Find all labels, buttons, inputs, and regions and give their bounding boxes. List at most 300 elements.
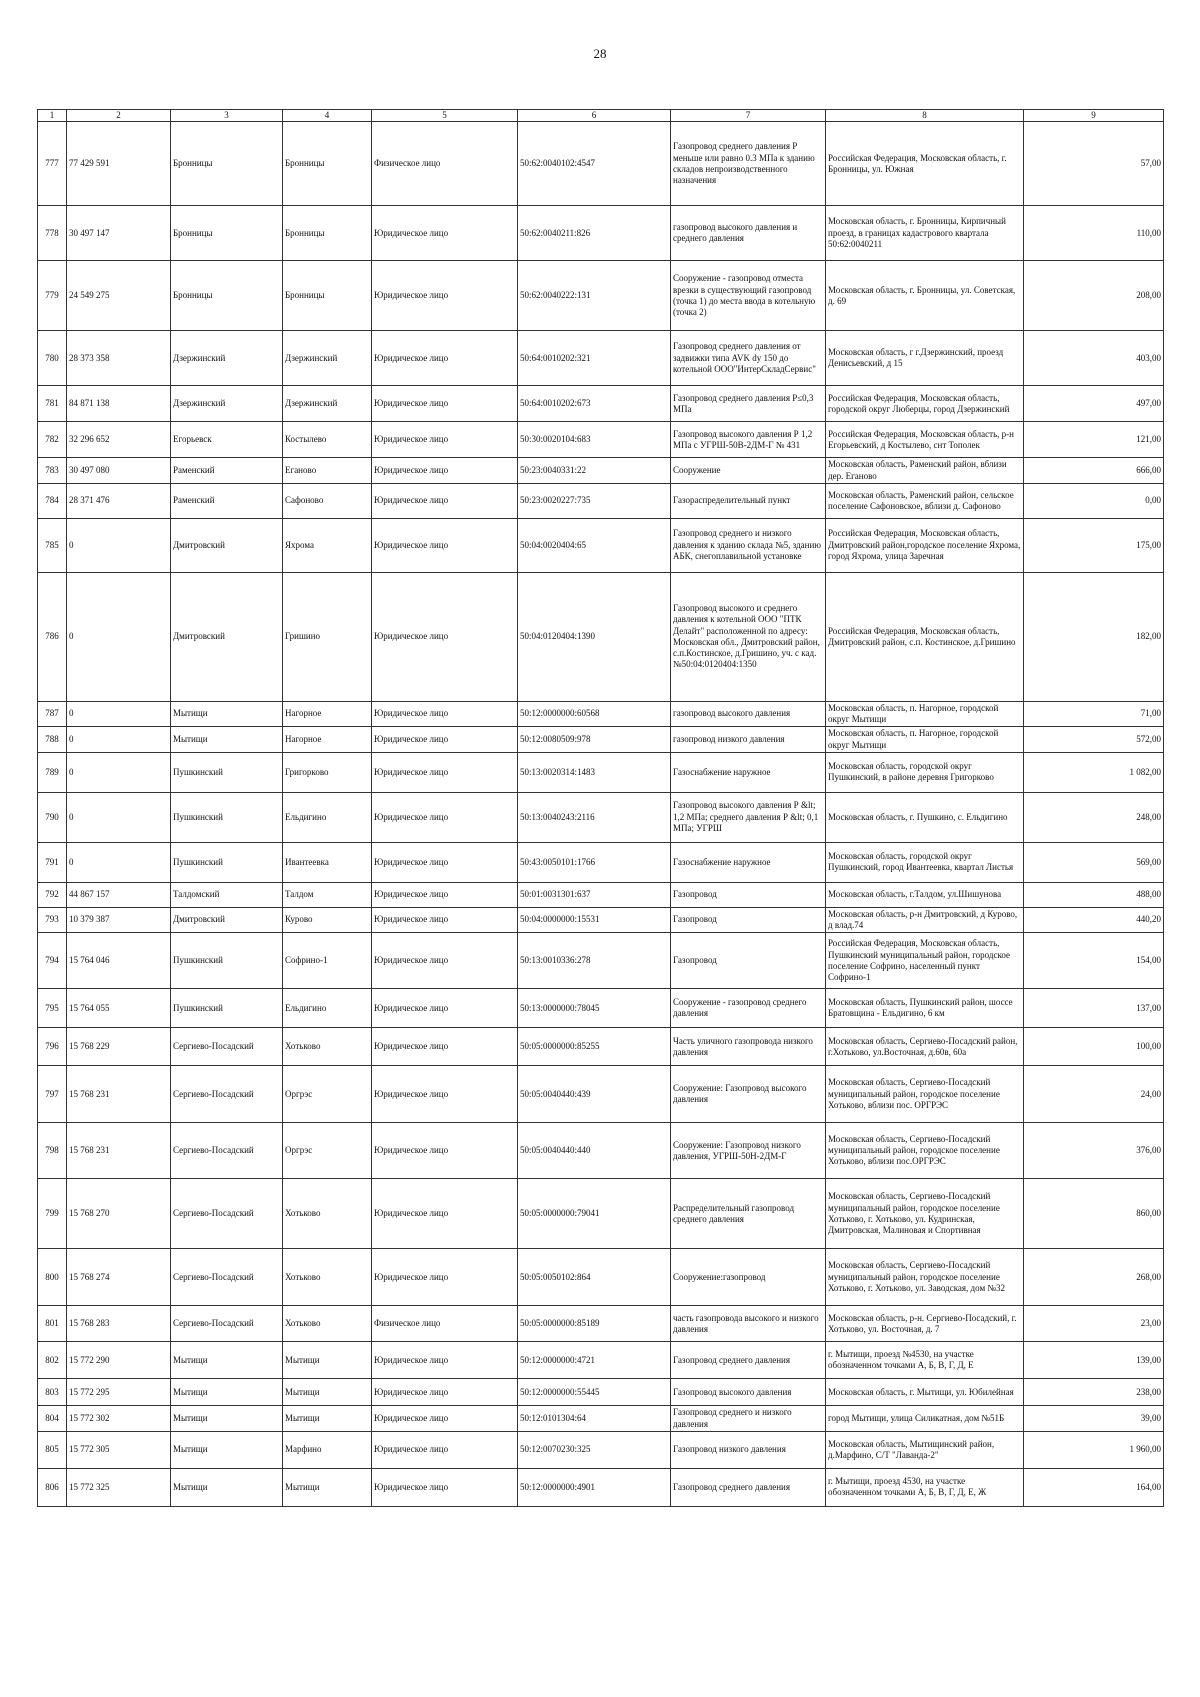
- object-id-cell: 15 764 055: [67, 989, 171, 1028]
- table-row: [38, 1342, 1164, 1379]
- district-cell: Бронницы: [171, 206, 283, 261]
- value-cell: 208,00: [1024, 261, 1164, 331]
- locality-cell: Оргрэс: [283, 1123, 372, 1179]
- row-number-cell: 794: [38, 933, 67, 989]
- owner-type-cell: Юридическое лицо: [372, 989, 518, 1028]
- table-row: [38, 1179, 1164, 1249]
- row-number-cell: 778: [38, 206, 67, 261]
- table-row: [38, 701, 1164, 727]
- locality-cell: Еганово: [283, 458, 372, 484]
- table-body: [38, 122, 1164, 1507]
- district-cell: Егорьевск: [171, 422, 283, 458]
- address-cell: Московская область, Сергиево-Посадский муниципальный район, городское поселение Хотьково, г. Хотьково, ул. Заводская, дом №32: [826, 1249, 1024, 1306]
- district-cell: Мытищи: [171, 1406, 283, 1432]
- column-header: 1: [38, 110, 67, 122]
- address-cell: Московская область, г. Бронницы, ул. Советская, д. 69: [826, 261, 1024, 331]
- row-number-cell: 788: [38, 727, 67, 753]
- row-number-cell: 785: [38, 518, 67, 572]
- district-cell: Раменский: [171, 483, 283, 518]
- register-table: [37, 109, 1164, 1507]
- district-cell: Сергиево-Посадский: [171, 1066, 283, 1123]
- object-description-cell: Газораспределительный пункт: [671, 483, 826, 518]
- object-description-cell: газопровод низкого давления: [671, 727, 826, 753]
- locality-cell: Бронницы: [283, 122, 372, 206]
- object-description-cell: Газопровод среднего давления Р≤0,3 МПа: [671, 386, 826, 422]
- object-id-cell: 15 768 231: [67, 1066, 171, 1123]
- locality-cell: Бронницы: [283, 206, 372, 261]
- row-number-cell: 780: [38, 331, 67, 386]
- locality-cell: Дзержинский: [283, 331, 372, 386]
- locality-cell: Софрино-1: [283, 933, 372, 989]
- column-header: 3: [171, 110, 283, 122]
- table-row: [38, 1123, 1164, 1179]
- owner-type-cell: Юридическое лицо: [372, 1342, 518, 1379]
- owner-type-cell: Юридическое лицо: [372, 1066, 518, 1123]
- owner-type-cell: Юридическое лицо: [372, 701, 518, 727]
- address-cell: Российская Федерация, Московская область, р-н Егорьевский, д Костылево, снт Тополек: [826, 422, 1024, 458]
- value-cell: 23,00: [1024, 1306, 1164, 1342]
- table-row: [38, 1249, 1164, 1306]
- address-cell: Российская Федерация, Московская область, Дмитровский район,городское поселение Яхрома, город Яхрома, улица Заречная: [826, 518, 1024, 572]
- row-number-cell: 803: [38, 1379, 67, 1406]
- locality-cell: Нагорное: [283, 701, 372, 727]
- value-cell: 121,00: [1024, 422, 1164, 458]
- row-number-cell: 787: [38, 701, 67, 727]
- value-cell: 139,00: [1024, 1342, 1164, 1379]
- table-row: [38, 933, 1164, 989]
- table-row: [38, 1028, 1164, 1066]
- value-cell: 110,00: [1024, 206, 1164, 261]
- object-id-cell: 28 371 476: [67, 483, 171, 518]
- district-cell: Дмитровский: [171, 907, 283, 933]
- owner-type-cell: Физическое лицо: [372, 1306, 518, 1342]
- district-cell: Сергиево-Посадский: [171, 1306, 283, 1342]
- cadastral-number-cell: 50:13:0040243:2116: [518, 792, 671, 842]
- object-description-cell: Газоснабжение наружное: [671, 842, 826, 882]
- object-id-cell: 28 373 358: [67, 331, 171, 386]
- table-row: [38, 727, 1164, 753]
- row-number-cell: 799: [38, 1179, 67, 1249]
- column-header: 6: [518, 110, 671, 122]
- object-id-cell: 0: [67, 572, 171, 701]
- cadastral-number-cell: 50:05:0050102:864: [518, 1249, 671, 1306]
- object-description-cell: Газопровод высокого давления Р &lt; 1,2 МПа; среднего давления Р &lt; 0,1 МПа; УГРШ: [671, 792, 826, 842]
- address-cell: Московская область, Раменский район, вблизи дер. Еганово: [826, 458, 1024, 484]
- owner-type-cell: Юридическое лицо: [372, 483, 518, 518]
- address-cell: Российская Федерация, Московская область, городской округ Люберцы, город Дзержинский: [826, 386, 1024, 422]
- owner-type-cell: Юридическое лицо: [372, 1179, 518, 1249]
- owner-type-cell: Юридическое лицо: [372, 792, 518, 842]
- address-cell: Московская область, р-н Дмитровский, д Курово, д влад.74: [826, 907, 1024, 933]
- row-number-cell: 782: [38, 422, 67, 458]
- district-cell: Сергиево-Посадский: [171, 1249, 283, 1306]
- object-description-cell: Газопровод среднего и низкого давления к зданию склада №5, зданию АБК, снегоплавильной установке: [671, 518, 826, 572]
- value-cell: 164,00: [1024, 1468, 1164, 1506]
- address-cell: Московская область, Мытищинский район, д.Марфино, С/Т "Лаванда-2": [826, 1431, 1024, 1468]
- value-cell: 497,00: [1024, 386, 1164, 422]
- owner-type-cell: Юридическое лицо: [372, 1431, 518, 1468]
- object-description-cell: часть газопровода высокого и низкого давления: [671, 1306, 826, 1342]
- value-cell: 666,00: [1024, 458, 1164, 484]
- district-cell: Пушкинский: [171, 792, 283, 842]
- page-number: 28: [593, 46, 607, 61]
- object-id-cell: 0: [67, 701, 171, 727]
- cadastral-number-cell: 50:30:0020104:683: [518, 422, 671, 458]
- object-description-cell: Сооружение: [671, 458, 826, 484]
- object-description-cell: газопровод высокого давления и среднего давления: [671, 206, 826, 261]
- address-cell: Московская область, р-н. Сергиево-Посадский, г. Хотьково, ул. Восточная, д. 7: [826, 1306, 1024, 1342]
- locality-cell: Григорково: [283, 752, 372, 792]
- owner-type-cell: Юридическое лицо: [372, 882, 518, 907]
- value-cell: 572,00: [1024, 727, 1164, 753]
- row-number-cell: 800: [38, 1249, 67, 1306]
- row-number-cell: 781: [38, 386, 67, 422]
- address-cell: город Мытищи, улица Силикатная, дом №51Б: [826, 1406, 1024, 1432]
- value-cell: 488,00: [1024, 882, 1164, 907]
- owner-type-cell: Юридическое лицо: [372, 386, 518, 422]
- cadastral-number-cell: 50:12:0101304:64: [518, 1406, 671, 1432]
- column-header: 4: [283, 110, 372, 122]
- row-number-cell: 793: [38, 907, 67, 933]
- cadastral-number-cell: 50:23:0040331:22: [518, 458, 671, 484]
- value-cell: 154,00: [1024, 933, 1164, 989]
- cadastral-number-cell: 50:23:0020227:735: [518, 483, 671, 518]
- object-description-cell: Газоснабжение наружное: [671, 752, 826, 792]
- object-description-cell: газопровод высокого давления: [671, 701, 826, 727]
- object-id-cell: 15 772 302: [67, 1406, 171, 1432]
- table-row: [38, 907, 1164, 933]
- row-number-cell: 804: [38, 1406, 67, 1432]
- locality-cell: Талдом: [283, 882, 372, 907]
- district-cell: Дзержинский: [171, 386, 283, 422]
- cadastral-number-cell: 50:05:0000000:79041: [518, 1179, 671, 1249]
- row-number-cell: 790: [38, 792, 67, 842]
- object-id-cell: 15 768 229: [67, 1028, 171, 1066]
- object-id-cell: 15 772 290: [67, 1342, 171, 1379]
- table-row: [38, 882, 1164, 907]
- table-row: [38, 1431, 1164, 1468]
- table-row: [38, 386, 1164, 422]
- district-cell: Пушкинский: [171, 752, 283, 792]
- object-description-cell: Сооружение: Газопровод низкого давления, УГРШ-50Н-2ДМ-Г: [671, 1123, 826, 1179]
- value-cell: 137,00: [1024, 989, 1164, 1028]
- district-cell: Мытищи: [171, 1342, 283, 1379]
- object-id-cell: 30 497 147: [67, 206, 171, 261]
- owner-type-cell: Юридическое лицо: [372, 572, 518, 701]
- object-description-cell: Газопровод: [671, 882, 826, 907]
- owner-type-cell: Юридическое лицо: [372, 933, 518, 989]
- row-number-cell: 798: [38, 1123, 67, 1179]
- row-number-cell: 779: [38, 261, 67, 331]
- object-description-cell: Газопровод среднего давления: [671, 1468, 826, 1506]
- district-cell: Мытищи: [171, 1379, 283, 1406]
- column-header: 8: [826, 110, 1024, 122]
- address-cell: Российская Федерация, Московская область, Дмитровский район, с.п. Костинское, д.Гришино: [826, 572, 1024, 701]
- object-description-cell: Газопровод: [671, 907, 826, 933]
- value-cell: 403,00: [1024, 331, 1164, 386]
- object-id-cell: 10 379 387: [67, 907, 171, 933]
- locality-cell: Сафоново: [283, 483, 372, 518]
- table-row: [38, 989, 1164, 1028]
- cadastral-number-cell: 50:13:0020314:1483: [518, 752, 671, 792]
- cadastral-number-cell: 50:64:0010202:321: [518, 331, 671, 386]
- value-cell: 1 960,00: [1024, 1431, 1164, 1468]
- district-cell: Бронницы: [171, 122, 283, 206]
- cadastral-number-cell: 50:04:0020404:65: [518, 518, 671, 572]
- column-header: 7: [671, 110, 826, 122]
- locality-cell: Ивантеевка: [283, 842, 372, 882]
- object-id-cell: 15 768 274: [67, 1249, 171, 1306]
- locality-cell: Мытищи: [283, 1468, 372, 1506]
- district-cell: Дзержинский: [171, 331, 283, 386]
- cadastral-number-cell: 50:13:0010336:278: [518, 933, 671, 989]
- district-cell: Бронницы: [171, 261, 283, 331]
- object-id-cell: 15 768 283: [67, 1306, 171, 1342]
- object-description-cell: Распределительный газопровод среднего давления: [671, 1179, 826, 1249]
- row-number-cell: 791: [38, 842, 67, 882]
- locality-cell: Мытищи: [283, 1342, 372, 1379]
- value-cell: 569,00: [1024, 842, 1164, 882]
- cadastral-number-cell: 50:12:0000000:4901: [518, 1468, 671, 1506]
- address-cell: г. Мытищи, проезд №4530, на участке обозначенном точками А, Б, В, Г, Д, Е: [826, 1342, 1024, 1379]
- value-cell: 71,00: [1024, 701, 1164, 727]
- row-number-cell: 792: [38, 882, 67, 907]
- object-id-cell: 44 867 157: [67, 882, 171, 907]
- object-description-cell: Газопровод среднего давления Р меньше или равно 0.3 МПа к зданию складов непроизводственного назначения: [671, 122, 826, 206]
- owner-type-cell: Юридическое лицо: [372, 261, 518, 331]
- object-id-cell: 84 871 138: [67, 386, 171, 422]
- cadastral-number-cell: 50:62:0040211:826: [518, 206, 671, 261]
- cadastral-number-cell: 50:01:0031301:637: [518, 882, 671, 907]
- locality-cell: Гришино: [283, 572, 372, 701]
- address-cell: Московская область, п. Нагорное, городской округ Мытищи: [826, 701, 1024, 727]
- address-cell: Московская область, Раменский район, сельское поселение Сафоновское, вблизи д. Сафоново: [826, 483, 1024, 518]
- table-row: [38, 331, 1164, 386]
- table-row: [38, 1468, 1164, 1506]
- value-cell: 24,00: [1024, 1066, 1164, 1123]
- owner-type-cell: Юридическое лицо: [372, 518, 518, 572]
- address-cell: Московская область, г. Мытищи, ул. Юбилейная: [826, 1379, 1024, 1406]
- locality-cell: Яхрома: [283, 518, 372, 572]
- address-cell: Московская область, п. Нагорное, городской округ Мытищи: [826, 727, 1024, 753]
- row-number-cell: 777: [38, 122, 67, 206]
- table-row: [38, 572, 1164, 701]
- object-description-cell: Газопровод высокого давления: [671, 1379, 826, 1406]
- district-cell: Пушкинский: [171, 933, 283, 989]
- locality-cell: Ельдигино: [283, 792, 372, 842]
- table-row: [38, 261, 1164, 331]
- table-row: [38, 842, 1164, 882]
- district-cell: Пушкинский: [171, 842, 283, 882]
- cadastral-number-cell: 50:43:0050101:1766: [518, 842, 671, 882]
- table-row: [38, 206, 1164, 261]
- column-header: 5: [372, 110, 518, 122]
- table-row: [38, 122, 1164, 206]
- district-cell: Сергиево-Посадский: [171, 1179, 283, 1249]
- locality-cell: Мытищи: [283, 1379, 372, 1406]
- district-cell: Мытищи: [171, 1431, 283, 1468]
- cadastral-number-cell: 50:13:0000000:78045: [518, 989, 671, 1028]
- row-number-cell: 805: [38, 1431, 67, 1468]
- locality-cell: Хотьково: [283, 1306, 372, 1342]
- owner-type-cell: Юридическое лицо: [372, 1379, 518, 1406]
- object-id-cell: 0: [67, 518, 171, 572]
- owner-type-cell: Физическое лицо: [372, 122, 518, 206]
- locality-cell: Дзержинский: [283, 386, 372, 422]
- owner-type-cell: Юридическое лицо: [372, 458, 518, 484]
- value-cell: 100,00: [1024, 1028, 1164, 1066]
- object-id-cell: 0: [67, 752, 171, 792]
- owner-type-cell: Юридическое лицо: [372, 331, 518, 386]
- object-id-cell: 30 497 080: [67, 458, 171, 484]
- object-description-cell: Газопровод: [671, 933, 826, 989]
- district-cell: Талдомский: [171, 882, 283, 907]
- value-cell: 57,00: [1024, 122, 1164, 206]
- owner-type-cell: Юридическое лицо: [372, 1249, 518, 1306]
- district-cell: Сергиево-Посадский: [171, 1028, 283, 1066]
- cadastral-number-cell: 50:64:0010202:673: [518, 386, 671, 422]
- address-cell: Российская Федерация, Московская область, Пушкинский муниципальный район, городское поселение Софрино, населенный пункт Софрино-1: [826, 933, 1024, 989]
- address-cell: Российская Федерация, Московская область, г. Бронницы, ул. Южная: [826, 122, 1024, 206]
- locality-cell: Нагорное: [283, 727, 372, 753]
- address-cell: Московская область, г. Бронницы, Кирпичный проезд, в границах кадастрового квартала 50:62:0040211: [826, 206, 1024, 261]
- object-id-cell: 24 549 275: [67, 261, 171, 331]
- district-cell: Дмитровский: [171, 572, 283, 701]
- object-id-cell: 15 772 325: [67, 1468, 171, 1506]
- cadastral-number-cell: 50:05:0000000:85189: [518, 1306, 671, 1342]
- table-row: [38, 483, 1164, 518]
- object-description-cell: Газопровод среднего давления от задвижки типа AVK dy 150 до котельной ООО"ИнтерСкладСервис": [671, 331, 826, 386]
- address-cell: Московская область, г.Талдом, ул.Шишунова: [826, 882, 1024, 907]
- locality-cell: Ельдигино: [283, 989, 372, 1028]
- cadastral-number-cell: 50:05:0040440:440: [518, 1123, 671, 1179]
- district-cell: Сергиево-Посадский: [171, 1123, 283, 1179]
- district-cell: Раменский: [171, 458, 283, 484]
- object-description-cell: Сооружение - газопровод среднего давления: [671, 989, 826, 1028]
- district-cell: Мытищи: [171, 701, 283, 727]
- table-row: [38, 518, 1164, 572]
- object-description-cell: Газопровод среднего давления: [671, 1342, 826, 1379]
- row-number-cell: 801: [38, 1306, 67, 1342]
- header-row: [38, 110, 1164, 122]
- object-id-cell: 32 296 652: [67, 422, 171, 458]
- object-description-cell: Часть уличного газопровода низкого давления: [671, 1028, 826, 1066]
- table-row: [38, 1406, 1164, 1432]
- object-description-cell: Газопровод низкого давления: [671, 1431, 826, 1468]
- object-description-cell: Сооружение: Газопровод высокого давления: [671, 1066, 826, 1123]
- locality-cell: Мытищи: [283, 1406, 372, 1432]
- owner-type-cell: Юридическое лицо: [372, 752, 518, 792]
- object-id-cell: 0: [67, 727, 171, 753]
- owner-type-cell: Юридическое лицо: [372, 422, 518, 458]
- address-cell: Московская область, г. Пушкино, с. Ельдигино: [826, 792, 1024, 842]
- value-cell: 175,00: [1024, 518, 1164, 572]
- locality-cell: Курово: [283, 907, 372, 933]
- table-row: [38, 422, 1164, 458]
- table-row: [38, 1379, 1164, 1406]
- cadastral-number-cell: 50:04:0120404:1390: [518, 572, 671, 701]
- address-cell: Московская область, Сергиево-Посадский район, г.Хотьково, ул.Восточная, д.60в, 60а: [826, 1028, 1024, 1066]
- district-cell: Дмитровский: [171, 518, 283, 572]
- cadastral-number-cell: 50:04:0000000:15531: [518, 907, 671, 933]
- column-header: 2: [67, 110, 171, 122]
- cadastral-number-cell: 50:62:0040102:4547: [518, 122, 671, 206]
- value-cell: 268,00: [1024, 1249, 1164, 1306]
- cadastral-number-cell: 50:12:0000000:4721: [518, 1342, 671, 1379]
- owner-type-cell: Юридическое лицо: [372, 727, 518, 753]
- object-id-cell: 77 429 591: [67, 122, 171, 206]
- district-cell: Мытищи: [171, 727, 283, 753]
- cadastral-number-cell: 50:12:0070230:325: [518, 1431, 671, 1468]
- table-row: [38, 1066, 1164, 1123]
- cadastral-number-cell: 50:05:0000000:85255: [518, 1028, 671, 1066]
- owner-type-cell: Юридическое лицо: [372, 1406, 518, 1432]
- address-cell: г. Мытищи, проезд 4530, на участке обозначенном точками А, Б, В, Г, Д, Е, Ж: [826, 1468, 1024, 1506]
- district-cell: Пушкинский: [171, 989, 283, 1028]
- cadastral-number-cell: 50:62:0040222:131: [518, 261, 671, 331]
- locality-cell: Марфино: [283, 1431, 372, 1468]
- row-number-cell: 806: [38, 1468, 67, 1506]
- object-description-cell: Газопровод высокого и среднего давления к котельной ООО "ПТК Делайт" расположенной по адресу: Московская обл., Дмитровский район, с.п.Костинское, д.Гришино, уч. с кад.№50:04:0120404:1350: [671, 572, 826, 701]
- owner-type-cell: Юридическое лицо: [372, 206, 518, 261]
- value-cell: 182,00: [1024, 572, 1164, 701]
- object-description-cell: Сооружение:газопровод: [671, 1249, 826, 1306]
- object-description-cell: Газопровод высокого давления Р 1,2 МПа с УГРШ-50В-2ДМ-Г № 431: [671, 422, 826, 458]
- address-cell: Московская область, Сергиево-Посадский муниципальный район, городское поселение Хотьково, вблизи пос.ОРГРЭС: [826, 1123, 1024, 1179]
- address-cell: Московская область, городской округ Пушкинский, в районе деревня Григорково: [826, 752, 1024, 792]
- locality-cell: Хотьково: [283, 1028, 372, 1066]
- locality-cell: Оргрэс: [283, 1066, 372, 1123]
- object-id-cell: 0: [67, 792, 171, 842]
- row-number-cell: 784: [38, 483, 67, 518]
- locality-cell: Бронницы: [283, 261, 372, 331]
- object-id-cell: 15 772 295: [67, 1379, 171, 1406]
- object-id-cell: 15 772 305: [67, 1431, 171, 1468]
- row-number-cell: 789: [38, 752, 67, 792]
- object-id-cell: 15 768 231: [67, 1123, 171, 1179]
- cadastral-number-cell: 50:12:0000000:60568: [518, 701, 671, 727]
- table-row: [38, 458, 1164, 484]
- address-cell: Московская область, городской округ Пушкинский, город Ивантеевка, квартал Листья: [826, 842, 1024, 882]
- table-row: [38, 792, 1164, 842]
- object-id-cell: 0: [67, 842, 171, 882]
- owner-type-cell: Юридическое лицо: [372, 1468, 518, 1506]
- row-number-cell: 797: [38, 1066, 67, 1123]
- value-cell: 248,00: [1024, 792, 1164, 842]
- object-id-cell: 15 768 270: [67, 1179, 171, 1249]
- locality-cell: Хотьково: [283, 1249, 372, 1306]
- address-cell: Московская область, г г.Дзержинский, проезд Денисьевский, д 15: [826, 331, 1024, 386]
- owner-type-cell: Юридическое лицо: [372, 842, 518, 882]
- object-description-cell: Газопровод среднего и низкого давления: [671, 1406, 826, 1432]
- locality-cell: Костылево: [283, 422, 372, 458]
- cadastral-number-cell: 50:12:0000000:55445: [518, 1379, 671, 1406]
- value-cell: 376,00: [1024, 1123, 1164, 1179]
- address-cell: Московская область, Сергиево-Посадский муниципальный район, городское поселение Хотьково, вблизи пос. ОРГРЭС: [826, 1066, 1024, 1123]
- address-cell: Московская область, Пушкинский район, шоссе Братовщина - Ельдигино, 6 км: [826, 989, 1024, 1028]
- column-header: 9: [1024, 110, 1164, 122]
- value-cell: 39,00: [1024, 1406, 1164, 1432]
- object-description-cell: Сооружение - газопровод отместа врезки в существующий газопровод (точка 1) до места ввода в котельную (точка 2): [671, 261, 826, 331]
- row-number-cell: 786: [38, 572, 67, 701]
- cadastral-number-cell: 50:12:0080509:978: [518, 727, 671, 753]
- locality-cell: Хотьково: [283, 1179, 372, 1249]
- row-number-cell: 802: [38, 1342, 67, 1379]
- row-number-cell: 783: [38, 458, 67, 484]
- value-cell: 0,00: [1024, 483, 1164, 518]
- value-cell: 1 082,00: [1024, 752, 1164, 792]
- value-cell: 440,20: [1024, 907, 1164, 933]
